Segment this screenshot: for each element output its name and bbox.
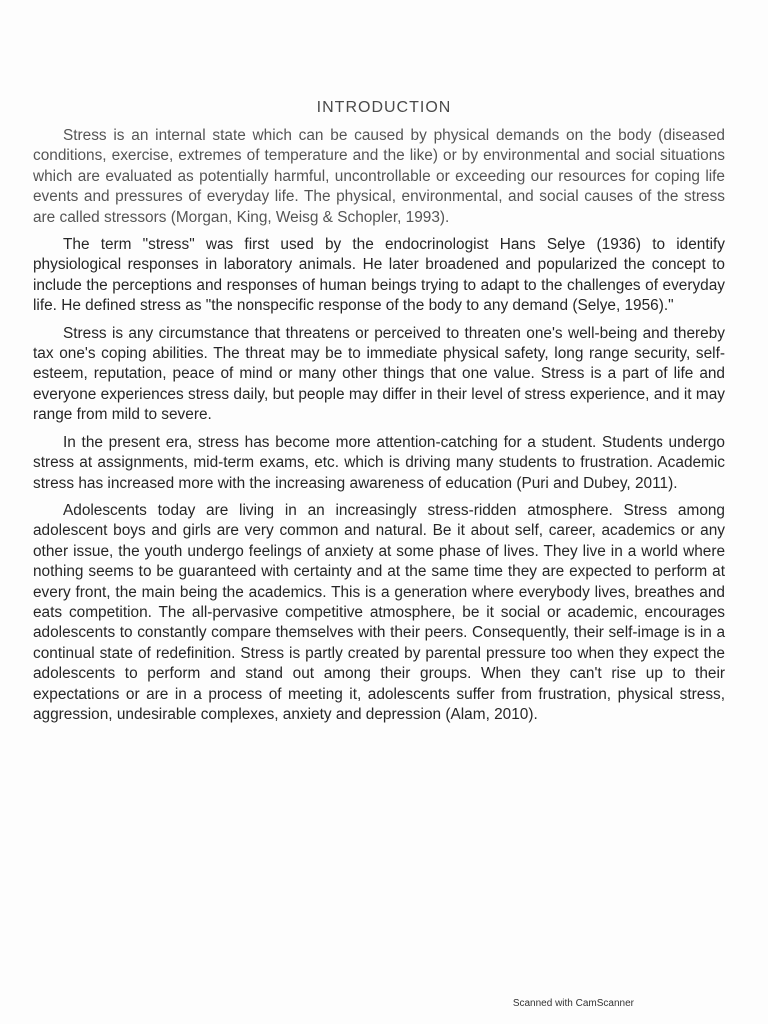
paragraph-stress-definition: Stress is an internal state which can be caused by physical demands on the body (diseased conditions, exercise, extremes of temperature and the like) or by environmental and social situations which are evaluated as potentially harmful, uncontrollable or exceeding our resources for coping life events and pressures of everyday life. The physical, environmental, and social causes of the stress are called stressors (Morgan, King, Weisg & Schopler, 1993). [33,127,725,226]
paragraph-student-stress: In the present era, stress has become more attention-catching for a student. Students undergo stress at assignments, mid-term exams, etc. which is driving many students to frustration. Academic stress has increased more with the increasing awareness of education (Puri and Dubey, 2011). [33,433,725,492]
paragraph-selye-history: The term "stress" was first used by the endocrinologist Hans Selye (1936) to identify physiological responses in laboratory animals. He later broadened and popularized the concept to include the perceptions and responses of human beings trying to adapt to the challenges of everyday life. He defined stress as "the nonspecific response of the body to any demand (Selye, 1956)." [33,236,725,315]
scanner-watermark: Scanned with CamScanner [512,998,634,1009]
paragraph-stress-circumstance: Stress is any circumstance that threatens or perceived to threaten one's well-being and thereby tax one's coping abilities. The threat may be to immediate physical safety, long range security, self-esteem, reputation, peace of mind or many other things that one value. Stress is a part of life and everyone experiences stress daily, but people may differ in their level of stress experience, and it may range from mild to severe. [33,324,725,424]
document-body [33,126,725,732]
paragraph-adolescent-stress: Adolescents today are living in an increasingly stress-ridden atmosphere. Stress among adolescent boys and girls are very common and natural. Be it about self, career, academics or any other issue, the youth undergo feelings of anxiety at some phase of lives. They live in a world where nothing seems to be guaranteed with certainty and at the same time they are expected to perform at every front, the main being the academics. This is a generation where everybody lives, breathes and eats competition. The all-pervasive competitive atmosphere, be it social or academic, encourages adolescents to constantly compare themselves with their peers. Consequently, their self-image is in a continual state of redefinition. Stress is partly created by parental pressure too when they expect the adolescents to perform and stand out among their groups. When they can't rise up to their expectations or are in a process of meeting it, adolescents suffer from frustration, physical stress, aggression, undesirable complexes, anxiety and depression (Alam, 2010). [33,501,725,723]
page-title: INTRODUCTION [316,99,452,116]
